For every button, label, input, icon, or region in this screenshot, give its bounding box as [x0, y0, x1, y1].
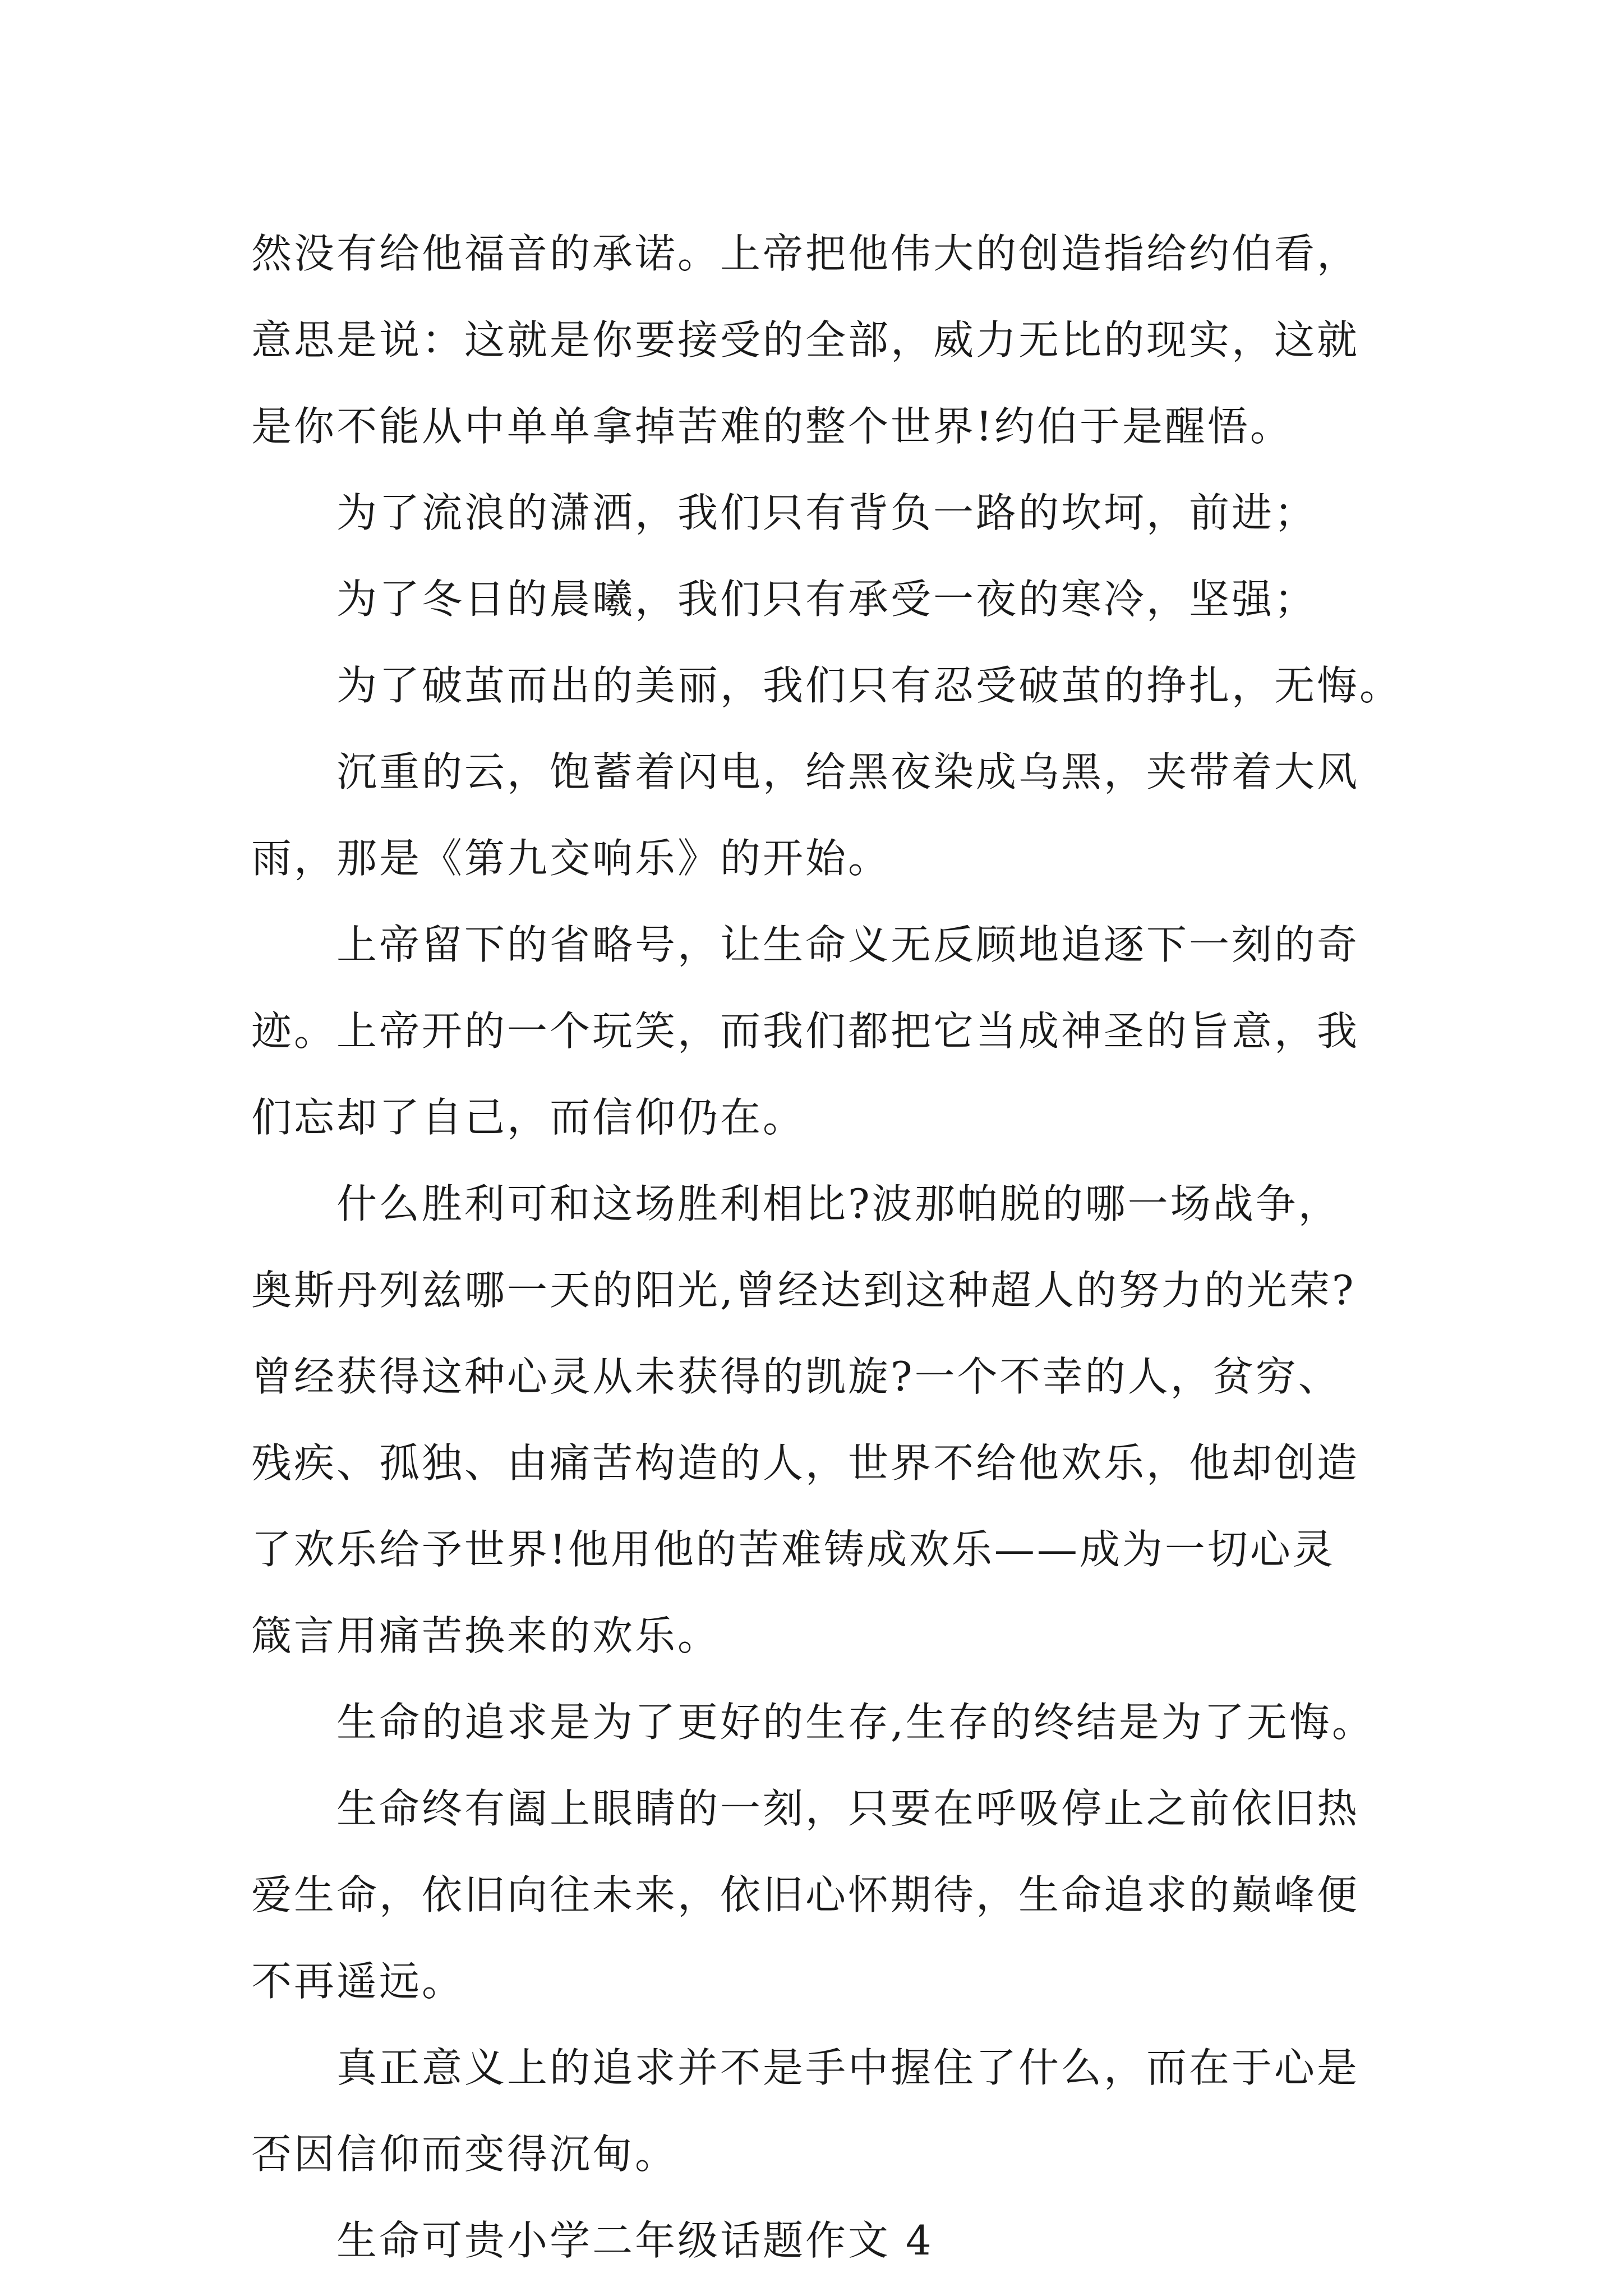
- text-line: 是你不能从中单单拿掉苦难的整个世界!约伯于是醒悟。: [251, 403, 1293, 450]
- document-body: [251, 210, 1403, 2284]
- paragraph-line: 为了冬日的晨曦，我们只有承受一夜的寒冷，坚强；: [336, 576, 1317, 623]
- paragraph-line: 真正意义上的追求并不是手中握住了什么，而在于心是: [336, 2044, 1360, 2091]
- text-line: 们忘却了自己，而信仰仍在。: [251, 1094, 806, 1141]
- text-line: 否因信仰而变得沉甸。: [251, 2131, 678, 2178]
- text-line: 意思是说：这就是你要接受的全部，威力无比的现实，这就: [251, 316, 1360, 364]
- text-line: 迹。上帝开的一个玩笑，而我们都把它当成神圣的旨意，我: [251, 1007, 1360, 1055]
- text-line: 雨，那是《第九交响乐》的开始。: [251, 835, 891, 882]
- text-line: 不再遥远。: [251, 1958, 465, 2005]
- paragraph-line: 上帝留下的省略号，让生命义无反顾地追逐下一刻的奇: [336, 921, 1360, 968]
- paragraph-line: 生命终有阖上眼睛的一刻，只要在呼吸停止之前依旧热: [336, 1785, 1360, 1832]
- paragraph-line: 为了破茧而出的美丽，我们只有忍受破茧的挣扎，无悔。: [336, 662, 1403, 709]
- section-title: 生命可贵小学二年级话题作文 4: [336, 2217, 934, 2264]
- text-line: 残疾、孤独、由痛苦构造的人，世界不给他欢乐，他却创造: [251, 1439, 1360, 1487]
- text-line: 了欢乐给予世界!他用他的苦难铸成欢乐——成为一切心灵: [251, 1526, 1335, 1573]
- paragraph-line: 生命的追求是为了更好的生存,生存的终结是为了无悔。: [336, 1699, 1375, 1746]
- paragraph-line: 沉重的云，饱蓄着闪电，给黑夜染成乌黑，夹带着大风: [336, 748, 1360, 795]
- text-line: 爱生命，依旧向往未来，依旧心怀期待，生命追求的巅峰便: [251, 1871, 1360, 1918]
- text-line: 曾经获得这种心灵从未获得的凯旋?一个不幸的人，贫穷、: [251, 1353, 1341, 1400]
- text-line: 然没有给他福音的承诺。上帝把他伟大的创造指给约伯看，: [251, 230, 1360, 277]
- paragraph-line: 为了流浪的潇洒，我们只有背负一路的坎坷，前进；: [336, 489, 1317, 536]
- paragraph-line: 什么胜利可和这场胜利相比?波那帕脱的哪一场战争，: [336, 1180, 1341, 1227]
- text-line: 奥斯丹列兹哪一天的阳光,曾经达到这种超人的努力的光荣?: [251, 1267, 1356, 1314]
- text-line: 箴言用痛苦换来的欢乐。: [251, 1612, 721, 1659]
